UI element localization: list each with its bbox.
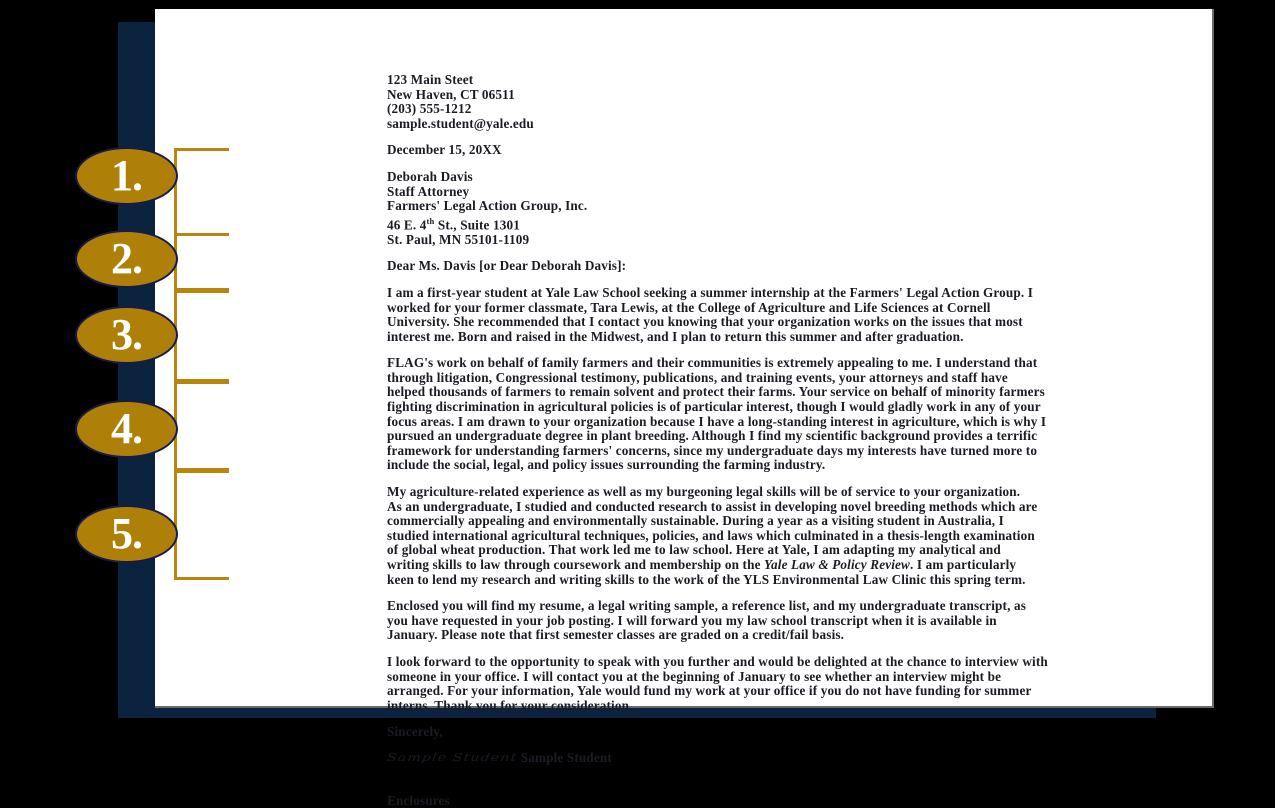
paragraph-2 xyxy=(387,356,1275,473)
p3-line-7: keen to lend my research and writing skills to the work of the YLS Environmental Law Clinic this spring term. xyxy=(387,571,1026,587)
p3-line-6 xyxy=(387,558,1275,573)
paragraph-5 xyxy=(387,655,1275,713)
p1-line-2: worked for your former classmate, Tara Lewis, at the College of Agriculture and Life Sciences at Cornell xyxy=(387,299,991,315)
closing xyxy=(387,725,1275,740)
p2-line-1: FLAG's work on behalf of family farmers and their communities is extremely appealing to me. I understand that xyxy=(387,355,1038,371)
paragraph-1 xyxy=(387,286,1275,344)
recipient-street-pre: 46 E. 4 xyxy=(387,217,427,233)
recipient-street-post: St., Suite 1301 xyxy=(434,217,520,233)
p3-line-4: studied international agricultural techniques, policies, and laws which culminated in a thesis-length examination xyxy=(387,527,1035,543)
date-line: December 15, 20XX xyxy=(387,142,502,158)
callout-badge-1[interactable]: 1. xyxy=(75,147,178,205)
sender-email: sample.student@yale.edu xyxy=(387,115,534,131)
sender-phone: (203) 555-1212 xyxy=(387,101,472,117)
recipient-street xyxy=(387,214,1275,233)
p1-line-1: I am a first-year student at Yale Law School seeking a summer internship at the Farmers' Legal Action Group. I xyxy=(387,284,1034,300)
bracket-1 xyxy=(174,148,229,236)
p3-line-6-post: . I am particularly xyxy=(909,557,1017,573)
p3-line-1: My agriculture-related experience as well as my burgeoning legal skills will be of service to your organization. xyxy=(387,484,1021,500)
recipient-street-ordinal: th xyxy=(426,215,435,226)
callout-badge-5[interactable]: 5. xyxy=(75,505,178,563)
p5-line-2: someone in your office. I will contact you at the beginning of January to see whether an interview might be xyxy=(387,668,1002,684)
p2-line-8: include the social, legal, and policy issues surrounding the farming industry. xyxy=(387,457,826,473)
p5-line-3: arranged. For your information, Yale would fund my work at your office if you do not have funding for summer xyxy=(387,683,1032,699)
letter-content xyxy=(387,73,1275,808)
p3-line-6-pre: writing skills to law through coursework and membership on the xyxy=(387,557,765,573)
closing-line: Sincerely, xyxy=(387,724,443,740)
p1-line-4: interest me. Born and raised in the Midwest, and I plan to return this summer and after graduation. xyxy=(387,328,964,344)
paragraph-4 xyxy=(387,599,1275,643)
sender-city-state-zip: New Haven, CT 06511 xyxy=(387,86,515,102)
recipient-city-state-zip: St. Paul, MN 55101-1109 xyxy=(387,231,530,247)
sender-street: 123 Main Steet xyxy=(387,72,474,87)
bracket-3 xyxy=(174,290,229,382)
p4-line-1: Enclosed you will find my resume, a legal writing sample, a reference list, and my undergraduate transcript, as xyxy=(387,598,1026,614)
recipient-name: Deborah Davis xyxy=(387,168,473,184)
letter-date xyxy=(387,143,1275,158)
signature-block xyxy=(387,751,1275,773)
bracket-2 xyxy=(174,233,229,291)
recipient-address-block xyxy=(387,170,1275,247)
p1-line-3: University. She recommended that I contact you knowing that your organization works on the issues that most xyxy=(387,314,1023,330)
recipient-organization: Farmers' Legal Action Group, Inc. xyxy=(387,198,588,214)
handwritten-signature: Sample Student xyxy=(386,751,519,765)
p5-line-4: interns. Thank you for your consideration. xyxy=(387,697,633,713)
p4-line-3: January. Please note that first semester classes are graded on a credit/fail basis. xyxy=(387,627,845,643)
recipient-title: Staff Attorney xyxy=(387,183,470,199)
enclosures-line: Enclosures xyxy=(387,792,450,808)
salutation-line: Dear Ms. Davis [or Dear Deborah Davis]: xyxy=(387,258,627,274)
p3-line-3: commercially appealing and environmentally sustainable. During a year as a visiting student in Australia, I xyxy=(387,513,1004,529)
p3-line-2: As an undergraduate, I studied and conducted research to assist in developing novel breeding methods which are xyxy=(387,498,1038,514)
p2-line-4: fighting discrimination in agricultural policies is of particular interest, though I would gladly work in any of your xyxy=(387,399,1041,415)
salutation xyxy=(387,259,1275,274)
letter-page xyxy=(155,9,1214,808)
signature-spacer xyxy=(387,773,1275,794)
p3-line-5: of global wheat production. That work led me to law school. Here at Yale, I am adapting my analytical and xyxy=(387,542,1001,558)
sender-address-block xyxy=(387,73,1275,131)
p5-line-1: I look forward to the opportunity to speak with you further and would be delighted at the chance to interview with xyxy=(387,653,1048,669)
paragraph-3 xyxy=(387,485,1275,587)
p2-line-7: framework for understanding farmers' concerns, since my undergraduate days my interests have turned more to xyxy=(387,442,1038,458)
bracket-4 xyxy=(174,381,229,471)
p4-line-2: you have requested in your job posting. I will forward you my law school transcript when it is available in xyxy=(387,612,997,628)
bracket-5 xyxy=(174,470,229,580)
p2-line-2: through litigation, Congressional testimony, publications, and training events, your attorneys and staff have xyxy=(387,369,1008,385)
signature-typed-name: Sample Student xyxy=(520,749,612,765)
p2-line-5: focus areas. I am drawn to your organization because I have a long-standing interest in agriculture, which is why I xyxy=(387,413,1047,429)
callout-badge-4[interactable]: 4. xyxy=(75,400,178,458)
callout-badge-3[interactable]: 3. xyxy=(75,306,178,364)
callout-badge-2[interactable]: 2. xyxy=(75,230,178,288)
p2-line-6: pursued an undergraduate degree in plant breeding. Although I find my scientific background provides a terrific xyxy=(387,428,1038,444)
enclosures-block xyxy=(387,794,1275,808)
journal-title-italic: Yale Law & Policy Review xyxy=(764,557,910,573)
p2-line-3: helped thousands of farmers to remain solvent and protect their farms. Your service on behalf of minority farmers xyxy=(387,384,1045,400)
